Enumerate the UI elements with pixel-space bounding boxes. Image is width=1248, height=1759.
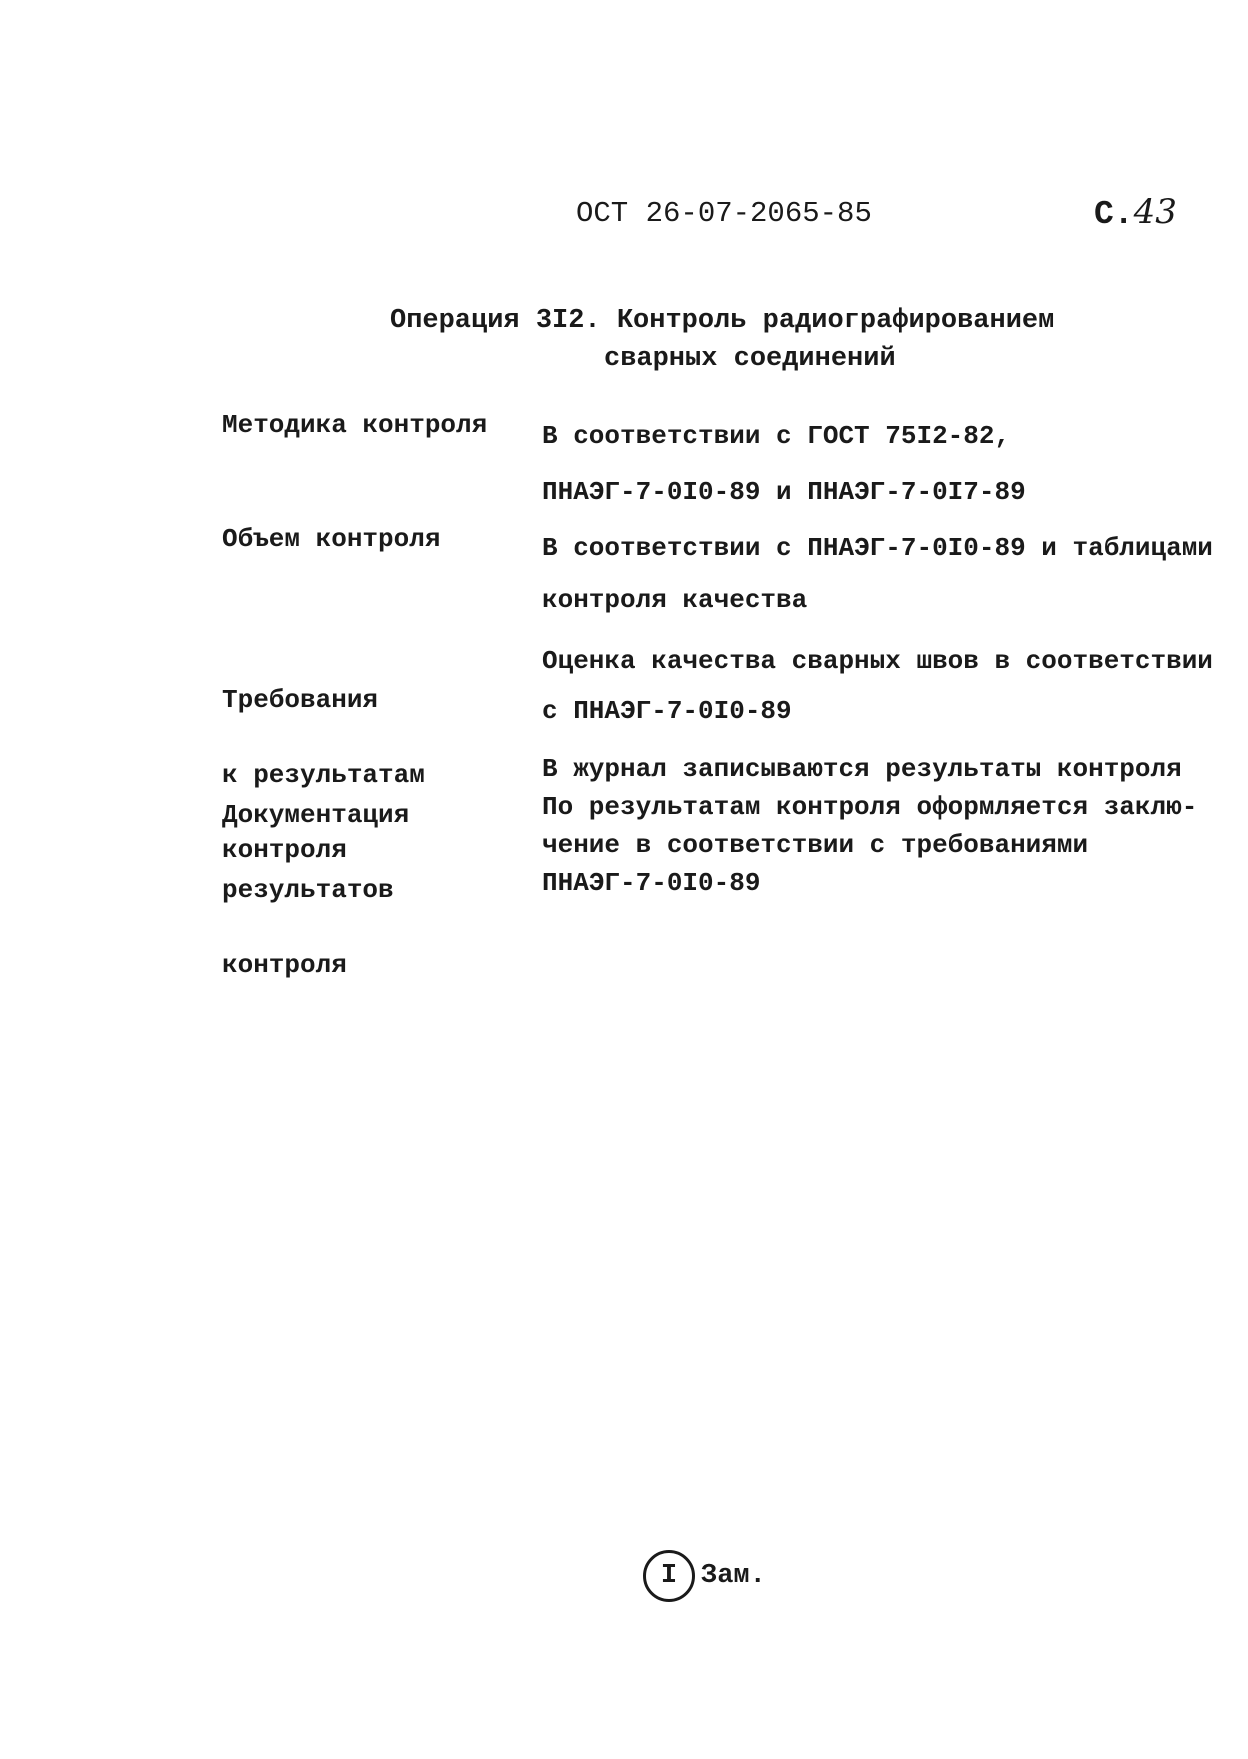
row-label-scope: Объем контроля bbox=[222, 524, 441, 554]
page-prefix: С. bbox=[1094, 196, 1134, 233]
row-value-line: В соответствии с ПНАЭГ-7-0I0-89 и таблицами bbox=[542, 533, 1213, 563]
revision-mark bbox=[643, 1550, 766, 1602]
row-label-method: Методика контроля bbox=[222, 410, 488, 440]
operation-title-line2: сварных соединений bbox=[604, 344, 896, 374]
row-value-line: ПНАЭГ-7-0I0-89 bbox=[542, 868, 761, 898]
row-value-method bbox=[542, 408, 1026, 520]
row-label-line: контроля bbox=[222, 835, 347, 865]
row-value-line: Оценка качества сварных швов в соответствии bbox=[542, 646, 1213, 676]
row-value-scope bbox=[542, 522, 1213, 626]
row-label-line: результатов bbox=[222, 875, 394, 905]
document-code: ОСТ 26-07-2065-85 bbox=[576, 197, 872, 230]
row-label-line: Документация bbox=[222, 800, 410, 830]
row-value-line: В журнал записываются результаты контроля bbox=[542, 754, 1182, 784]
row-label-line: к результатам bbox=[222, 760, 425, 790]
operation-title bbox=[390, 302, 1054, 378]
row-value-line: с ПНАЭГ-7-0I0-89 bbox=[542, 696, 792, 726]
row-label-line: Требования bbox=[222, 685, 379, 715]
revision-number-circle: I bbox=[643, 1550, 695, 1602]
row-value-requirements bbox=[542, 636, 1213, 736]
row-value-line: чение в соответствии с требованиями bbox=[542, 830, 1089, 860]
row-value-line: По результатам контроля оформляется заклю- bbox=[542, 792, 1198, 822]
row-label-line: контроля bbox=[222, 950, 347, 980]
page-number-handwritten: 43 bbox=[1133, 192, 1177, 232]
revision-label: Зам. bbox=[701, 1561, 766, 1591]
row-value-documentation bbox=[542, 750, 1197, 902]
row-value-line: ПНАЭГ-7-0I0-89 и ПНАЭГ-7-0I7-89 bbox=[542, 477, 1026, 507]
row-value-line: В соответствии с ГОСТ 75I2-82, bbox=[542, 421, 1011, 451]
page-number bbox=[1094, 192, 1177, 233]
operation-title-line1: Операция 3I2. Контроль радиографированием bbox=[390, 306, 1055, 336]
row-value-line: контроля качества bbox=[542, 585, 808, 615]
row-label-documentation bbox=[222, 753, 409, 1003]
